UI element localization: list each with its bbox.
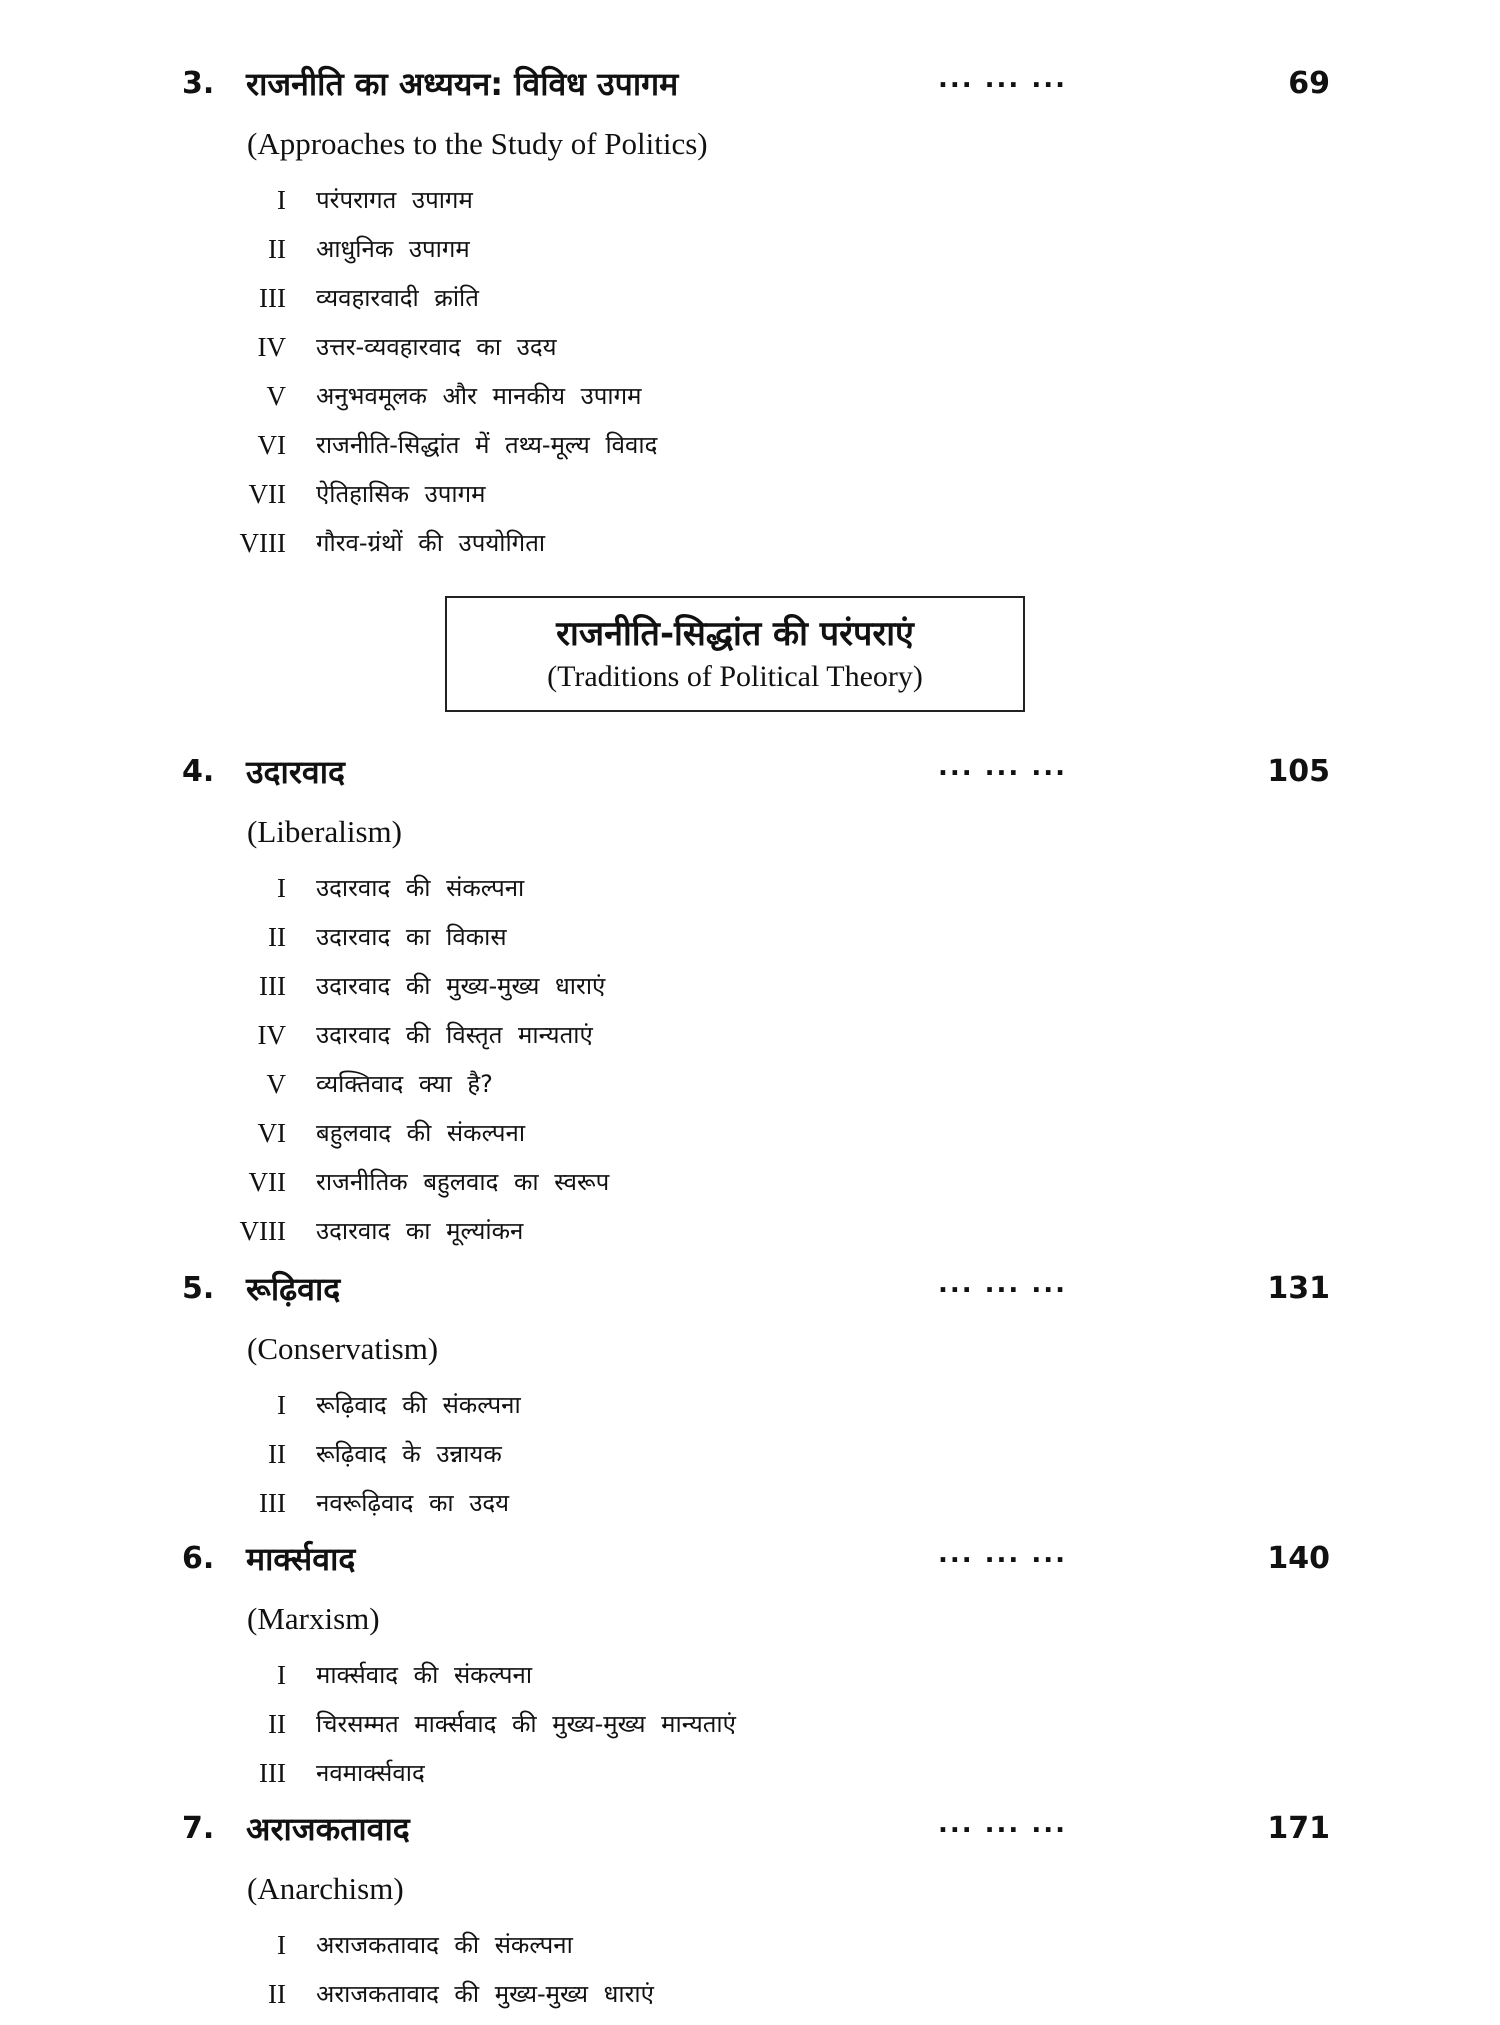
toc-item — [0, 1485, 1500, 1534]
section-subtitle: (Traditions of Political Theory) — [547, 660, 923, 693]
section-heading-box — [445, 596, 1025, 712]
toc-item — [0, 182, 1500, 231]
leader-dots: ... ... ... — [938, 1809, 1067, 1839]
chapter-subtitle: (Anarchism) — [247, 1871, 404, 1906]
section-title: राजनीति-सिद्धांत की परंपराएं — [556, 614, 914, 654]
item-text: रूढ़िवाद की संकल्पना — [316, 1391, 521, 1419]
item-numeral: III — [259, 971, 286, 1001]
item-text: राजनीति-सिद्धांत में तथ्य-मूल्य विवाद — [316, 431, 658, 459]
chapter-number: 5. — [182, 1271, 215, 1306]
item-text: अराजकतावाद की मुख्य-मुख्य धाराएं — [316, 1980, 654, 2008]
toc-item — [0, 378, 1500, 427]
item-text: उदारवाद का विकास — [316, 923, 507, 951]
page-number: 171 — [1267, 1811, 1330, 1846]
chapter-5 — [0, 1271, 1500, 1534]
item-numeral: III — [259, 1758, 286, 1788]
item-numeral: I — [277, 1390, 286, 1420]
toc-item — [0, 1213, 1500, 1262]
item-text: राजनीतिक बहुलवाद का स्वरूप — [316, 1168, 610, 1196]
toc-item — [0, 329, 1500, 378]
chapter-heading — [0, 754, 1500, 812]
chapter-title: रूढ़िवाद — [246, 1270, 341, 1308]
item-text: अराजकतावाद की संकल्पना — [316, 1931, 573, 1959]
item-numeral: III — [259, 283, 286, 313]
item-numeral: II — [268, 922, 286, 952]
toc-item — [0, 1387, 1500, 1436]
chapter-title: उदारवाद — [246, 753, 345, 791]
toc-item — [0, 870, 1500, 919]
toc-item — [0, 1927, 1500, 1976]
toc-item — [0, 1017, 1500, 1066]
chapter-number: 6. — [182, 1541, 215, 1576]
item-text: परंपरागत उपागम — [316, 186, 473, 214]
item-text: आधुनिक उपागम — [316, 235, 470, 263]
toc-item — [0, 919, 1500, 968]
item-numeral: VIII — [239, 528, 286, 558]
item-numeral: VI — [257, 1118, 286, 1148]
toc-item — [0, 1755, 1500, 1804]
item-text: ऐतिहासिक उपागम — [316, 480, 486, 508]
item-text: उत्तर-व्यवहारवाद का उदय — [316, 333, 557, 361]
item-numeral: VII — [248, 479, 286, 509]
item-text: उदारवाद की संकल्पना — [316, 874, 525, 902]
item-numeral: I — [277, 1660, 286, 1690]
leader-dots: ... ... ... — [938, 1539, 1067, 1569]
toc-item — [0, 1066, 1500, 1115]
toc-item — [0, 1706, 1500, 1755]
item-numeral: VII — [248, 1167, 286, 1197]
chapter-subtitle: (Conservatism) — [247, 1331, 439, 1366]
item-numeral: II — [268, 1979, 286, 2009]
item-text: रूढ़िवाद के उन्नायक — [316, 1440, 502, 1468]
item-numeral: I — [277, 1930, 286, 1960]
leader-dots: ... ... ... — [938, 752, 1067, 782]
item-numeral: II — [268, 1439, 286, 1469]
item-text: नवमार्क्सवाद — [316, 1759, 425, 1787]
item-numeral: I — [277, 185, 286, 215]
item-numeral: VIII — [239, 1216, 286, 1246]
toc-item — [0, 1164, 1500, 1213]
chapter-subtitle: (Approaches to the Study of Politics) — [247, 126, 708, 161]
page-number: 140 — [1267, 1541, 1330, 1576]
chapter-heading — [0, 1541, 1500, 1599]
toc-item — [0, 1115, 1500, 1164]
item-numeral: II — [268, 1709, 286, 1739]
chapter-subtitle: (Liberalism) — [247, 814, 402, 849]
toc-item — [0, 231, 1500, 280]
toc-item — [0, 1976, 1500, 2025]
toc-item — [0, 1657, 1500, 1706]
toc-item — [0, 968, 1500, 1017]
chapter-3 — [0, 66, 1500, 574]
item-text: अनुभवमूलक और मानकीय उपागम — [316, 382, 642, 410]
chapter-subtitle: (Marxism) — [247, 1601, 380, 1636]
leader-dots: ... ... ... — [938, 1269, 1067, 1299]
chapter-heading — [0, 66, 1500, 124]
item-text: चिरसम्मत मार्क्सवाद की मुख्य-मुख्य मान्यताएं — [316, 1710, 736, 1738]
toc-item — [0, 525, 1500, 574]
item-text: बहुलवाद की संकल्पना — [316, 1119, 526, 1147]
chapter-7 — [0, 1811, 1500, 2025]
chapter-heading — [0, 1271, 1500, 1329]
chapter-number: 7. — [182, 1811, 215, 1846]
item-numeral: IV — [257, 332, 286, 362]
item-numeral: IV — [257, 1020, 286, 1050]
chapter-title: अराजकतावाद — [246, 1810, 410, 1848]
chapter-title: राजनीति का अध्ययन: विविध उपागम — [246, 65, 679, 103]
item-numeral: V — [266, 381, 286, 411]
item-text: उदारवाद की विस्तृत मान्यताएं — [316, 1021, 593, 1049]
chapter-number: 4. — [182, 754, 215, 789]
item-text: मार्क्सवाद की संकल्पना — [316, 1661, 533, 1689]
chapter-number: 3. — [182, 66, 215, 101]
chapter-4 — [0, 754, 1500, 1262]
item-text: उदारवाद की मुख्य-मुख्य धाराएं — [316, 972, 606, 1000]
page-number: 105 — [1267, 754, 1330, 789]
toc-item — [0, 476, 1500, 525]
item-numeral: I — [277, 873, 286, 903]
item-text: उदारवाद का मूल्यांकन — [316, 1217, 524, 1245]
toc-item — [0, 1436, 1500, 1485]
item-numeral: V — [266, 1069, 286, 1099]
chapter-title: मार्क्सवाद — [246, 1540, 356, 1578]
chapter-6 — [0, 1541, 1500, 1804]
page-number: 131 — [1267, 1271, 1330, 1306]
item-numeral: III — [259, 1488, 286, 1518]
toc-item — [0, 280, 1500, 329]
item-text: व्यवहारवादी क्रांति — [316, 284, 479, 312]
item-numeral: VI — [257, 430, 286, 460]
item-text: नवरूढ़िवाद का उदय — [316, 1489, 510, 1517]
chapter-heading — [0, 1811, 1500, 1869]
page-number: 69 — [1288, 66, 1330, 101]
item-numeral: II — [268, 234, 286, 264]
item-text: गौरव-ग्रंथों की उपयोगिता — [316, 529, 546, 557]
item-text: व्यक्तिवाद क्या है? — [316, 1070, 493, 1098]
leader-dots: ... ... ... — [938, 64, 1067, 94]
toc-item — [0, 427, 1500, 476]
